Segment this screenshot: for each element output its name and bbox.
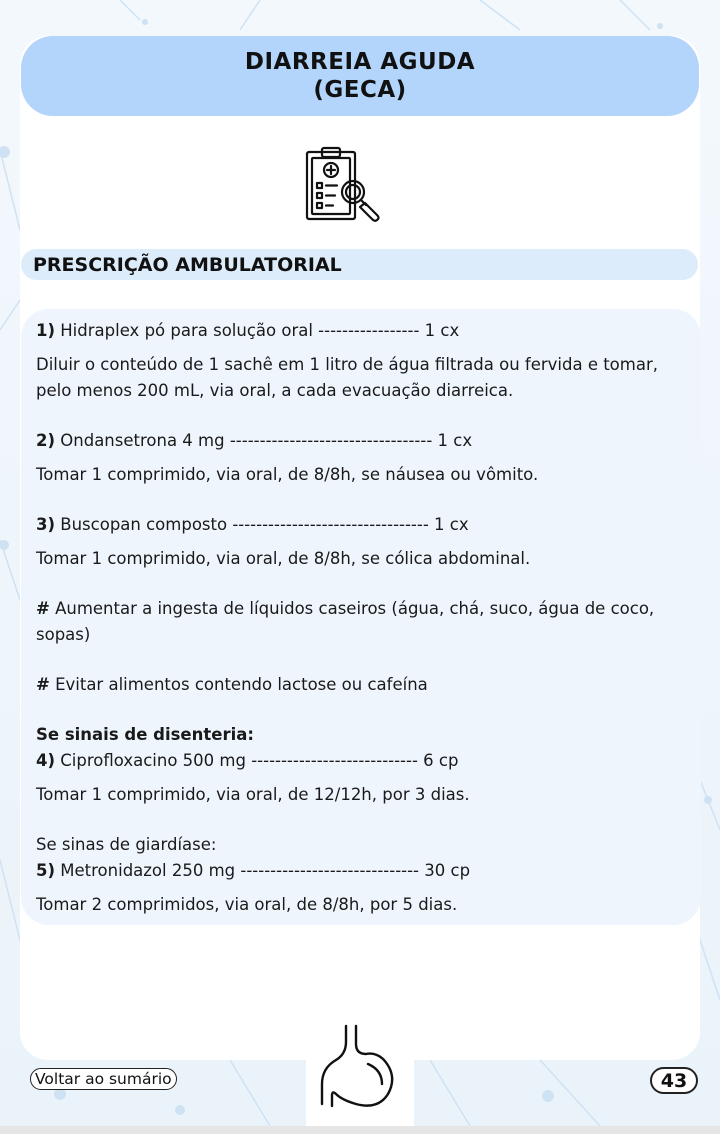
bottom-strip <box>0 1126 720 1134</box>
page-title: DIARREIA AGUDA <box>244 49 476 75</box>
medication-name: Ondansetrona 4 mg ---------------------------------- 1 cx <box>55 431 473 450</box>
page-number: 43 <box>650 1067 698 1094</box>
prescription-item-5 <box>36 858 688 884</box>
prescription-item-2 <box>36 428 688 454</box>
giardiasis-heading: Se sinas de giardíase: <box>36 835 217 854</box>
clipboard-magnifier-icon <box>300 145 386 225</box>
item-number: 1) <box>36 321 56 340</box>
medication-instruction: Diluir o conteúdo de 1 sachê em 1 litro de água filtrada ou fervida e tomar, pelo menos 200 mL, via oral, a cada evacuação diarreica. <box>36 355 658 400</box>
note-mark: # <box>36 599 50 618</box>
prescription-content <box>36 318 688 918</box>
note-diet <box>36 672 688 698</box>
medication-name: Metronidazol 250 mg ------------------------------ 30 cp <box>55 861 471 880</box>
note-mark: # <box>36 675 50 694</box>
item-number: 4) <box>36 751 56 770</box>
prescription-item-1 <box>36 318 688 344</box>
stomach-icon <box>316 1024 404 1114</box>
item-number: 5) <box>36 861 56 880</box>
note-text: Aumentar a ingesta de líquidos caseiros (água, chá, suco, água de coco, sopas) <box>36 599 655 644</box>
page-subtitle: (GECA) <box>313 77 407 103</box>
medication-name: Hidraplex pó para solução oral ----------------- 1 cx <box>55 321 460 340</box>
prescription-item-4 <box>36 748 688 774</box>
item-number: 2) <box>36 431 56 450</box>
medication-instruction: Tomar 1 comprimido, via oral, de 8/8h, se cólica abdominal. <box>36 549 531 568</box>
medication-instruction: Tomar 1 comprimido, via oral, de 8/8h, se náusea ou vômito. <box>36 465 539 484</box>
section-title: PRESCRIÇÃO AMBULATORIAL <box>33 253 342 276</box>
item-number: 3) <box>36 515 56 534</box>
medication-instruction: Tomar 1 comprimido, via oral, de 12/12h, por 3 dias. <box>36 785 470 804</box>
section-header-bar <box>21 249 698 280</box>
medication-name: Ciprofloxacino 500 mg ---------------------------- 6 cp <box>55 751 459 770</box>
back-to-summary-link[interactable]: Voltar ao sumário <box>30 1068 177 1090</box>
title-banner <box>21 36 699 116</box>
prescription-item-3 <box>36 512 688 538</box>
medication-instruction: Tomar 2 comprimidos, via oral, de 8/8h, por 5 dias. <box>36 895 458 914</box>
note-text: Evitar alimentos contendo lactose ou cafeína <box>49 675 428 694</box>
dysentery-heading: Se sinais de disenteria: <box>36 725 254 744</box>
note-fluids <box>36 596 688 648</box>
medication-name: Buscopan composto --------------------------------- 1 cx <box>55 515 469 534</box>
